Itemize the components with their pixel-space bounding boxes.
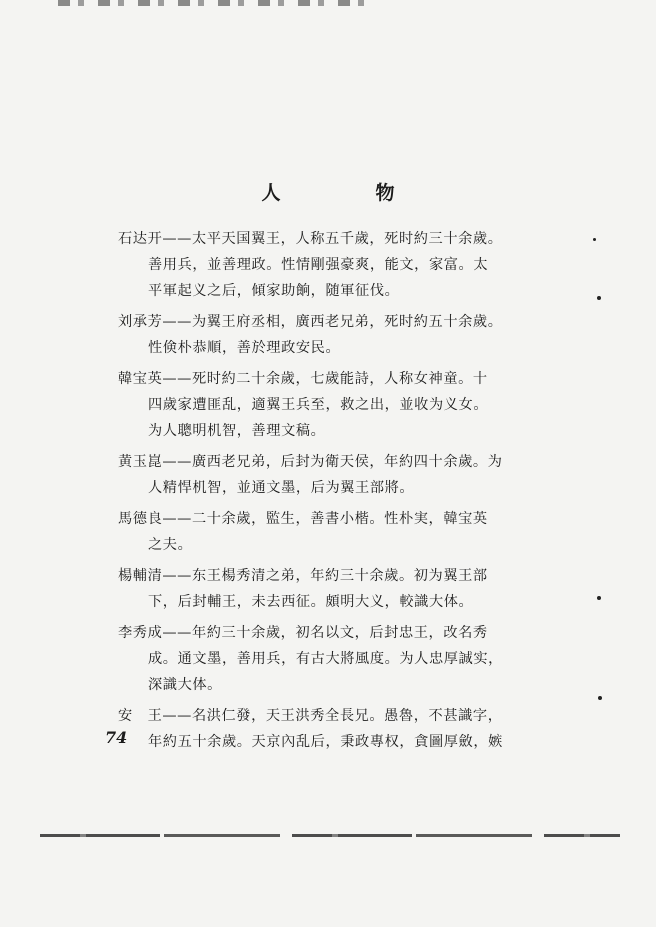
scan-artifact-bottom bbox=[40, 834, 620, 837]
scan-artifact-top bbox=[58, 0, 378, 6]
entry-line: 李秀成——年約三十余歲，初名以文，后封忠王，改名秀 bbox=[118, 625, 488, 641]
character-entry bbox=[118, 563, 518, 615]
entry-line: 刘承芳——为翼王府丞相，廣西老兄弟，死时約五十余歲。 bbox=[118, 314, 503, 330]
character-entry bbox=[118, 703, 518, 755]
character-entry bbox=[118, 449, 518, 501]
entry-line: 下，后封輔王，未去西征。頗明大义，較識大体。 bbox=[148, 594, 474, 610]
entry-line: 为人聰明机智，善理文稿。 bbox=[148, 423, 326, 439]
entry-line: 成。通文墨，善用兵，有古大將風度。为人忠厚誠实， bbox=[148, 651, 503, 667]
margin-speck bbox=[597, 296, 601, 300]
entry-line: 馬德良——二十余歲，監生，善書小楷。性朴実，韓宝英 bbox=[118, 511, 488, 527]
entry-line: 善用兵，並善理政。性情剛强豪爽，能文，家富。太 bbox=[148, 257, 489, 273]
entry-line: 安 王——名洪仁發，天王洪秀全長兄。愚魯，不甚識字， bbox=[118, 708, 503, 724]
margin-speck bbox=[598, 696, 602, 700]
entry-line: 石达开——太平天国翼王，人称五千歲，死时約三十余歲。 bbox=[118, 231, 503, 247]
entry-line: 韓宝英——死时約二十余歲，七歲能詩，人称女神童。十 bbox=[118, 371, 488, 387]
entry-line: 人精悍机智，並通文墨，后为翼王部將。 bbox=[148, 480, 415, 496]
character-entry bbox=[118, 366, 518, 444]
entry-line: 深識大体。 bbox=[148, 677, 222, 693]
entry-line: 年約五十余歲。天京內乱后，秉政專权，貪圖厚斂，嫉 bbox=[148, 734, 503, 750]
margin-speck bbox=[597, 596, 601, 600]
page-title: 人 物 bbox=[261, 182, 433, 204]
page-number: 74 bbox=[105, 728, 128, 747]
character-entry bbox=[118, 620, 518, 698]
entry-line: 之夫。 bbox=[148, 537, 193, 553]
character-list bbox=[118, 226, 518, 760]
entry-line: 楊輔清——东王楊秀清之弟，年約三十余歲。初为翼王部 bbox=[118, 568, 488, 584]
entry-line: 黄玉崑——廣西老兄弟，后封为衛天侯，年約四十余歲。为 bbox=[118, 454, 503, 470]
entry-line: 四歲家遭匪乱，適翼王兵至，救之出，並收为义女。 bbox=[148, 397, 489, 413]
entry-line: 平軍起义之后，傾家助餉，随軍征伐。 bbox=[148, 283, 400, 299]
character-entry bbox=[118, 506, 518, 558]
margin-speck bbox=[593, 238, 596, 241]
character-entry bbox=[118, 226, 518, 304]
character-entry bbox=[118, 309, 518, 361]
entry-line: 性倹朴恭順，善於理政安民。 bbox=[148, 340, 341, 356]
